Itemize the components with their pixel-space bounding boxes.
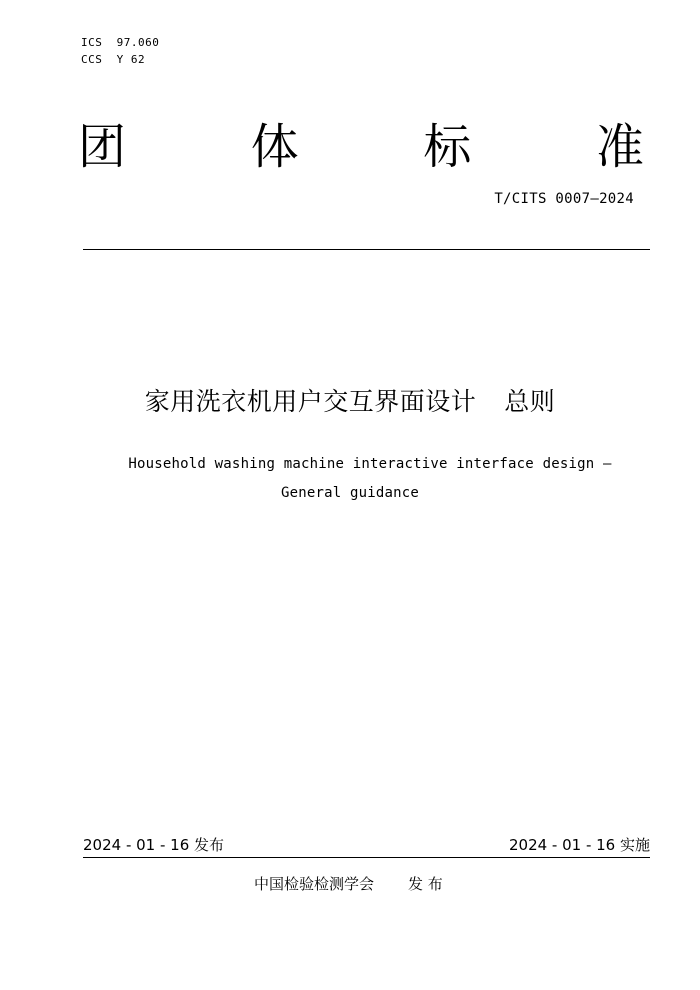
english-title [0,450,700,508]
chinese-title [0,382,700,418]
chinese-title-sub: 总则 [504,387,556,416]
ccs-code: CCS Y 62 [81,53,146,66]
publisher-line [254,873,443,894]
category-char-3: 标 [423,119,472,175]
category-char-4: 准 [595,119,644,175]
chinese-title-main: 家用洗衣机用户交互界面设计 [144,387,477,416]
issue-date: 2024 - 01 - 16 发布 [83,836,225,854]
category-char-2: 体 [250,119,299,175]
publisher-org: 中国检验检测学会 [254,875,375,893]
ics-code: ICS 97.060 [81,36,160,49]
english-title-line-1: Household washing machine interactive interface design – [128,456,612,472]
publisher-action: 发 布 [408,875,443,893]
english-title-line-2: General guidance [280,485,420,501]
dates-row [83,834,650,856]
implementation-date: 2024 - 01 - 16 实施 [508,836,650,854]
standard-number: T/CITS 0007—2024 [494,191,634,207]
category-char-1: 团 [78,119,127,175]
standard-category-title [78,112,644,182]
bottom-divider [83,857,650,858]
classification-codes [81,34,159,68]
top-divider [83,249,650,250]
